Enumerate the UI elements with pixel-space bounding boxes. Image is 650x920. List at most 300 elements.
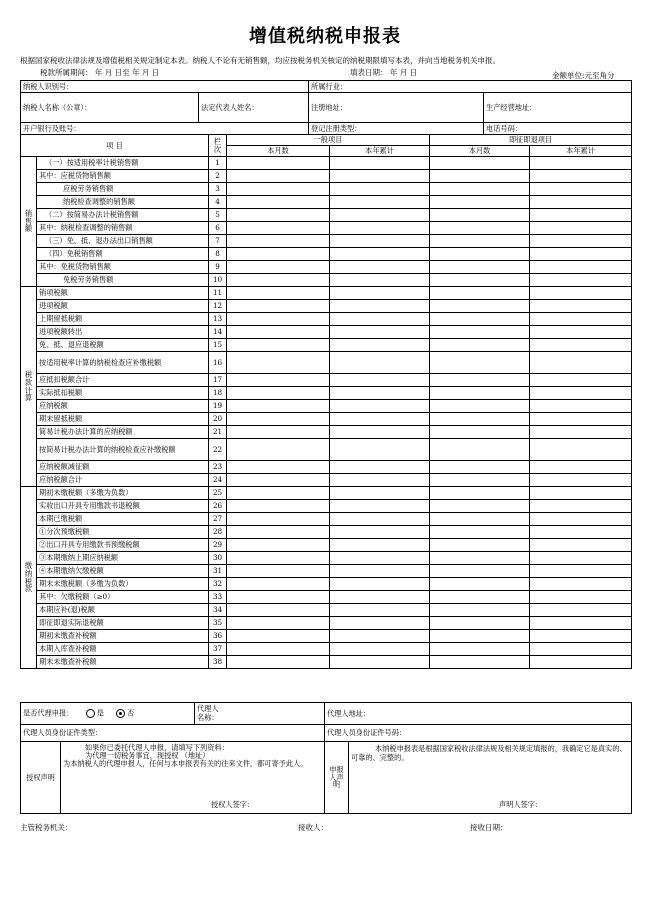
row-line-number: 35 — [209, 617, 227, 630]
cell-general-cumulative[interactable] — [330, 339, 430, 352]
cell-refund-month[interactable] — [430, 196, 530, 209]
cell-refund-cumulative[interactable] — [530, 222, 632, 235]
cell-refund-cumulative[interactable] — [530, 413, 632, 426]
table-row — [21, 326, 632, 339]
cell-refund-cumulative[interactable] — [530, 300, 632, 313]
table-row — [21, 526, 632, 539]
row-item-label: 实际抵扣税额 — [37, 387, 209, 400]
cell-general-month[interactable] — [227, 222, 330, 235]
cell-refund-cumulative[interactable] — [530, 157, 632, 170]
agent-question — [21, 703, 195, 725]
cell-refund-month[interactable] — [430, 578, 530, 591]
form-title: 增值税纳税申报表 — [249, 26, 401, 47]
agent-question-label: 是否代理申报： — [23, 708, 74, 718]
table-row — [21, 235, 632, 248]
cell-general-cumulative[interactable] — [330, 426, 430, 439]
cell-general-cumulative[interactable] — [330, 552, 430, 565]
cell-refund-cumulative[interactable] — [530, 630, 632, 643]
table-row — [21, 591, 632, 604]
row-item-label: 应抵扣税额合计 — [37, 374, 209, 387]
cell-refund-month[interactable] — [430, 352, 530, 374]
cell-refund-month[interactable] — [430, 387, 530, 400]
row-line-number: 36 — [209, 630, 227, 643]
cell-refund-month[interactable] — [430, 274, 530, 287]
table-row — [21, 400, 632, 413]
cell-general-month[interactable] — [227, 656, 330, 669]
cell-general-cumulative[interactable] — [330, 235, 430, 248]
cell-general-month[interactable] — [227, 487, 330, 500]
row-item-label: 应纳税额减征额 — [37, 461, 209, 474]
cell-general-cumulative[interactable] — [330, 287, 430, 300]
auth-sign[interactable]: 授权人签字： — [211, 800, 255, 810]
agent-id-type-field[interactable]: 代理人员身份证件类型： — [21, 725, 325, 742]
row-line-number: 17 — [209, 374, 227, 387]
cell-refund-month[interactable] — [430, 539, 530, 552]
cell-refund-month[interactable] — [430, 183, 530, 196]
column-refund-month: 本月数 — [430, 146, 530, 157]
cell-refund-cumulative[interactable] — [530, 526, 632, 539]
table-row — [21, 352, 632, 374]
cell-refund-cumulative[interactable] — [530, 170, 632, 183]
cell-refund-cumulative[interactable] — [530, 578, 632, 591]
cell-general-cumulative[interactable] — [330, 413, 430, 426]
declare-text: 本纳税申报表是根据国家税收法律法规及相关规定填报的，我确定它是真实的、可靠的、完整的。 — [351, 744, 627, 763]
table-row — [21, 439, 632, 461]
declare-label: 申报人声明 — [325, 742, 349, 814]
cell-general-month[interactable] — [227, 170, 330, 183]
cell-general-cumulative[interactable] — [330, 630, 430, 643]
reg-type-field[interactable]: 登记注册类型： — [309, 123, 484, 135]
table-row — [21, 157, 632, 170]
row-item-label: 本期入库查补税额 — [37, 643, 209, 656]
declare-sign[interactable]: 声明人签字： — [499, 800, 543, 810]
row-item-label: 应税劳务销售额 — [37, 183, 209, 196]
cell-refund-cumulative[interactable] — [530, 196, 632, 209]
cell-refund-cumulative[interactable] — [530, 617, 632, 630]
cell-general-cumulative[interactable] — [330, 656, 430, 669]
cell-refund-cumulative[interactable] — [530, 274, 632, 287]
cell-refund-cumulative[interactable] — [530, 643, 632, 656]
cell-general-cumulative[interactable] — [330, 374, 430, 387]
cell-refund-month[interactable] — [430, 313, 530, 326]
agent-address-field[interactable]: 代理人地址： — [325, 703, 632, 725]
row-item-label: 其中：免税货物销售额 — [37, 261, 209, 274]
row-item-label: 免税劳务销售额 — [37, 274, 209, 287]
row-line-number: 38 — [209, 656, 227, 669]
cell-refund-month[interactable] — [430, 157, 530, 170]
legal-rep-field[interactable] — [199, 93, 309, 123]
row-line-number: 22 — [209, 439, 227, 461]
agent-no-radio[interactable] — [116, 709, 125, 718]
taxpayer-name-label: 纳税人名称（公章）： — [23, 102, 92, 112]
table-row — [21, 413, 632, 426]
cell-general-cumulative[interactable] — [330, 400, 430, 413]
row-line-number: 26 — [209, 500, 227, 513]
cell-general-cumulative[interactable] — [330, 274, 430, 287]
cell-general-month[interactable] — [227, 474, 330, 487]
column-general: 一般项目 — [227, 135, 430, 146]
cell-refund-cumulative[interactable] — [530, 400, 632, 413]
cell-refund-month[interactable] — [430, 287, 530, 300]
row-item-label: （三）免、抵、退办法出口销售额 — [37, 235, 209, 248]
row-item-label: ①分次预缴税额 — [37, 526, 209, 539]
cell-general-month[interactable] — [227, 539, 330, 552]
cell-refund-month[interactable] — [430, 248, 530, 261]
cell-general-month[interactable] — [227, 300, 330, 313]
row-line-number: 32 — [209, 578, 227, 591]
cell-general-cumulative[interactable] — [330, 209, 430, 222]
cell-refund-cumulative[interactable] — [530, 287, 632, 300]
table-row — [21, 183, 632, 196]
tax-period: 税款所属期间： 年 月 日至 年 月 日 — [40, 68, 160, 77]
row-line-number: 3 — [209, 183, 227, 196]
cell-general-month[interactable] — [227, 209, 330, 222]
cell-refund-month[interactable] — [430, 643, 530, 656]
agent-name-field[interactable] — [195, 703, 325, 725]
cell-refund-month[interactable] — [430, 591, 530, 604]
cell-refund-month[interactable] — [430, 474, 530, 487]
column-refund: 即征即退项目 — [430, 135, 632, 146]
cell-general-cumulative[interactable] — [330, 196, 430, 209]
row-line-number: 1 — [209, 157, 227, 170]
table-row — [21, 461, 632, 474]
table-row — [21, 487, 632, 500]
cell-general-month[interactable] — [227, 235, 330, 248]
row-line-number: 8 — [209, 248, 227, 261]
row-line-number: 33 — [209, 591, 227, 604]
table-row — [21, 287, 632, 300]
table-row — [21, 500, 632, 513]
row-item-label: ④本期缴纳欠缴税额 — [37, 565, 209, 578]
row-item-label: 其中：欠缴税额（≥0） — [37, 591, 209, 604]
row-line-number: 6 — [209, 222, 227, 235]
cell-refund-month[interactable] — [430, 500, 530, 513]
cell-refund-month[interactable] — [430, 630, 530, 643]
cell-refund-month[interactable] — [430, 413, 530, 426]
cell-refund-cumulative[interactable] — [530, 209, 632, 222]
amount-unit: 金额单位:元至角分 — [552, 71, 615, 80]
row-item-label: 其中：应税货物销售额 — [37, 170, 209, 183]
cell-refund-month[interactable] — [430, 300, 530, 313]
table-row — [21, 552, 632, 565]
receive-date: 接收日期： — [470, 823, 508, 832]
cell-refund-cumulative[interactable] — [530, 565, 632, 578]
cell-general-cumulative[interactable] — [330, 487, 430, 500]
taxpayer-info-table — [20, 80, 632, 135]
cell-general-month[interactable] — [227, 513, 330, 526]
cell-general-month[interactable] — [227, 248, 330, 261]
row-item-label: （二）按简易办法计税销售额 — [37, 209, 209, 222]
cell-general-cumulative[interactable] — [330, 222, 430, 235]
row-line-number: 4 — [209, 196, 227, 209]
row-item-label: 本期已缴税额 — [37, 513, 209, 526]
cell-general-cumulative[interactable] — [330, 170, 430, 183]
table-row — [21, 261, 632, 274]
column-general-cumulative: 本年累计 — [330, 146, 430, 157]
cell-general-cumulative[interactable] — [330, 313, 430, 326]
cell-general-cumulative[interactable] — [330, 500, 430, 513]
cell-general-month[interactable] — [227, 387, 330, 400]
cell-refund-cumulative[interactable] — [530, 387, 632, 400]
cell-refund-month[interactable] — [430, 552, 530, 565]
row-item-label: 免、抵、退应退税额 — [37, 339, 209, 352]
taxpayer-name-field[interactable] — [21, 93, 199, 123]
cell-general-cumulative[interactable] — [330, 183, 430, 196]
cell-general-cumulative[interactable] — [330, 565, 430, 578]
cell-refund-cumulative[interactable] — [530, 656, 632, 669]
cell-refund-month[interactable] — [430, 235, 530, 248]
cell-refund-cumulative[interactable] — [530, 339, 632, 352]
auth-line1: 如果你已委托代理人申报，请填写下列资料： — [85, 743, 229, 752]
cell-refund-cumulative[interactable] — [530, 604, 632, 617]
cell-general-month[interactable] — [227, 565, 330, 578]
cell-refund-cumulative[interactable] — [530, 235, 632, 248]
cell-refund-month[interactable] — [430, 461, 530, 474]
table-row — [21, 604, 632, 617]
cell-refund-month[interactable] — [430, 170, 530, 183]
agent-id-no-field[interactable]: 代理人员身份证件号码： — [325, 725, 632, 742]
cell-general-month[interactable] — [227, 374, 330, 387]
cell-refund-cumulative[interactable] — [530, 439, 632, 461]
row-line-number: 10 — [209, 274, 227, 287]
cell-general-month[interactable] — [227, 617, 330, 630]
cell-refund-cumulative[interactable] — [530, 591, 632, 604]
cell-general-month[interactable] — [227, 157, 330, 170]
row-item-label: 按简易计税办法计算的纳税检查应补缴税额 — [37, 439, 209, 461]
row-item-label: （一）按适用税率计税销售额 — [37, 157, 209, 170]
table-row — [21, 474, 632, 487]
auth-label: 授权声明 — [21, 742, 61, 814]
row-line-number: 18 — [209, 387, 227, 400]
cell-refund-month[interactable] — [430, 209, 530, 222]
declaration-rows — [21, 157, 632, 669]
row-item-label: 本期应补(退)税额 — [37, 604, 209, 617]
table-row — [21, 387, 632, 400]
receiver: 接收人： — [298, 823, 328, 832]
row-item-label: 期末未缴税额（多缴为负数） — [37, 578, 209, 591]
cell-refund-month[interactable] — [430, 339, 530, 352]
section-label: 税款计算 — [21, 287, 37, 487]
cell-general-month[interactable] — [227, 500, 330, 513]
table-row — [21, 630, 632, 643]
cell-general-cumulative[interactable] — [330, 157, 430, 170]
cell-general-month[interactable] — [227, 591, 330, 604]
cell-general-month[interactable] — [227, 261, 330, 274]
row-line-number: 28 — [209, 526, 227, 539]
cell-general-month[interactable] — [227, 439, 330, 461]
cell-refund-cumulative[interactable] — [530, 352, 632, 374]
fill-date: 填表日期： 年 月 日 — [350, 68, 418, 77]
row-item-label: 期末留抵税额 — [37, 413, 209, 426]
cell-refund-cumulative[interactable] — [530, 513, 632, 526]
cell-refund-month[interactable] — [430, 374, 530, 387]
cell-refund-month[interactable] — [430, 400, 530, 413]
cell-general-cumulative[interactable] — [330, 248, 430, 261]
row-line-number: 34 — [209, 604, 227, 617]
cell-refund-cumulative[interactable] — [530, 261, 632, 274]
table-row — [21, 222, 632, 235]
cell-general-cumulative[interactable] — [330, 439, 430, 461]
cell-refund-month[interactable] — [430, 513, 530, 526]
table-row — [21, 539, 632, 552]
row-line-number: 19 — [209, 400, 227, 413]
cell-general-cumulative[interactable] — [330, 617, 430, 630]
row-line-number: 12 — [209, 300, 227, 313]
row-line-number: 30 — [209, 552, 227, 565]
cell-general-month[interactable] — [227, 578, 330, 591]
cell-general-month[interactable] — [227, 326, 330, 339]
section-label: 销售额 — [21, 157, 37, 287]
cell-general-month[interactable] — [227, 339, 330, 352]
bank-account-field[interactable]: 开户银行及账号： — [21, 123, 309, 135]
cell-refund-month[interactable] — [430, 565, 530, 578]
cell-general-cumulative[interactable] — [330, 591, 430, 604]
cell-general-cumulative[interactable] — [330, 326, 430, 339]
row-line-number: 5 — [209, 209, 227, 222]
declare-statement — [349, 742, 632, 814]
cell-refund-month[interactable] — [430, 487, 530, 500]
table-row — [21, 617, 632, 630]
cell-general-cumulative[interactable] — [330, 387, 430, 400]
row-item-label: 即征即退实际退税额 — [37, 617, 209, 630]
cell-refund-month[interactable] — [430, 426, 530, 439]
row-line-number: 9 — [209, 261, 227, 274]
row-line-number: 31 — [209, 565, 227, 578]
cell-general-month[interactable] — [227, 461, 330, 474]
cell-refund-cumulative[interactable] — [530, 539, 632, 552]
table-row — [21, 248, 632, 261]
cell-general-month[interactable] — [227, 604, 330, 617]
column-refund-cumulative: 本年累计 — [530, 146, 632, 157]
row-line-number: 7 — [209, 235, 227, 248]
cell-general-cumulative[interactable] — [330, 513, 430, 526]
column-general-month: 本月数 — [227, 146, 330, 157]
row-item-label: 应纳税额 — [37, 400, 209, 413]
cell-general-month[interactable] — [227, 400, 330, 413]
cell-refund-month[interactable] — [430, 526, 530, 539]
row-line-number: 23 — [209, 461, 227, 474]
row-item-label: 期初未缴查补税额 — [37, 630, 209, 643]
row-item-label: 进项税额转出 — [37, 326, 209, 339]
column-item: 项 目 — [21, 135, 209, 157]
table-row — [21, 339, 632, 352]
row-line-number: 16 — [209, 352, 227, 374]
table-row — [21, 209, 632, 222]
agent-section — [20, 702, 632, 814]
row-line-number: 25 — [209, 487, 227, 500]
row-item-label: 实收出口开具专用缴款书退税额 — [37, 500, 209, 513]
row-item-label: 销项税额 — [37, 287, 209, 300]
row-item-label: ②出口开具专用缴款书预缴税额 — [37, 539, 209, 552]
row-line-number: 20 — [209, 413, 227, 426]
cell-general-month[interactable] — [227, 274, 330, 287]
agent-no-label: 否 — [127, 708, 135, 718]
cell-general-cumulative[interactable] — [330, 526, 430, 539]
column-line: 栏次 — [209, 135, 227, 157]
taxpayer-id-field[interactable]: 纳税人识别号： — [21, 81, 309, 93]
cell-general-cumulative[interactable] — [330, 539, 430, 552]
cell-refund-month[interactable] — [430, 222, 530, 235]
cell-general-month[interactable] — [227, 183, 330, 196]
reg-address-field[interactable]: 注册地址： — [309, 93, 484, 123]
cell-general-month[interactable] — [227, 643, 330, 656]
cell-general-cumulative[interactable] — [330, 604, 430, 617]
cell-general-cumulative[interactable] — [330, 578, 430, 591]
table-row — [21, 300, 632, 313]
cell-refund-cumulative[interactable] — [530, 313, 632, 326]
row-item-label: 应纳税额合计 — [37, 474, 209, 487]
auth-line2: 为代理一切税务事宜，现授权 （地址） — [85, 750, 210, 760]
table-row — [21, 578, 632, 591]
table-row — [21, 196, 632, 209]
table-row — [21, 643, 632, 656]
table-row — [21, 313, 632, 326]
cell-refund-cumulative[interactable] — [530, 500, 632, 513]
cell-general-month[interactable] — [227, 287, 330, 300]
cell-general-cumulative[interactable] — [330, 461, 430, 474]
table-row — [21, 565, 632, 578]
legal-rep-label: 法定代表人姓名： — [201, 102, 259, 112]
cell-refund-cumulative[interactable] — [530, 461, 632, 474]
table-row — [21, 374, 632, 387]
row-line-number: 37 — [209, 643, 227, 656]
table-row — [21, 426, 632, 439]
cell-general-month[interactable] — [227, 413, 330, 426]
cell-general-month[interactable] — [227, 426, 330, 439]
table-row — [21, 656, 632, 669]
agent-yes-radio[interactable] — [86, 709, 95, 718]
cell-refund-month[interactable] — [430, 604, 530, 617]
cell-general-cumulative[interactable] — [330, 643, 430, 656]
industry-field[interactable]: 所属行业： — [309, 81, 632, 93]
cell-general-cumulative[interactable] — [330, 300, 430, 313]
phone-field[interactable]: 电话号码： — [484, 123, 632, 135]
cell-general-month[interactable] — [227, 196, 330, 209]
cell-refund-month[interactable] — [430, 261, 530, 274]
cell-general-month[interactable] — [227, 630, 330, 643]
cell-general-cumulative[interactable] — [330, 352, 430, 374]
row-item-label: 期初未缴税额（多缴为负数） — [37, 487, 209, 500]
cell-refund-cumulative[interactable] — [530, 426, 632, 439]
cell-refund-month[interactable] — [430, 656, 530, 669]
cell-refund-cumulative[interactable] — [530, 248, 632, 261]
cell-general-month[interactable] — [227, 313, 330, 326]
row-line-number: 29 — [209, 539, 227, 552]
agent-name-label: 代理人名称： — [197, 703, 219, 722]
cell-refund-month[interactable] — [430, 617, 530, 630]
cell-refund-cumulative[interactable] — [530, 183, 632, 196]
row-item-label: 纳税检查调整的销售额 — [37, 196, 209, 209]
row-line-number: 11 — [209, 287, 227, 300]
cell-general-month[interactable] — [227, 552, 330, 565]
table-row — [21, 274, 632, 287]
biz-address-field[interactable]: 生产经营地址： — [484, 93, 632, 123]
cell-general-month[interactable] — [227, 526, 330, 539]
cell-refund-cumulative[interactable] — [530, 374, 632, 387]
cell-general-cumulative[interactable] — [330, 261, 430, 274]
cell-general-month[interactable] — [227, 352, 330, 374]
cell-refund-cumulative[interactable] — [530, 326, 632, 339]
cell-refund-month[interactable] — [430, 326, 530, 339]
tax-authority: 主管税务机关： — [20, 823, 73, 832]
cell-refund-cumulative[interactable] — [530, 487, 632, 500]
row-item-label: （四）免税销售额 — [37, 248, 209, 261]
cell-refund-month[interactable] — [430, 439, 530, 461]
cell-general-cumulative[interactable] — [330, 474, 430, 487]
cell-refund-cumulative[interactable] — [530, 552, 632, 565]
cell-refund-cumulative[interactable] — [530, 474, 632, 487]
row-line-number: 27 — [209, 513, 227, 526]
